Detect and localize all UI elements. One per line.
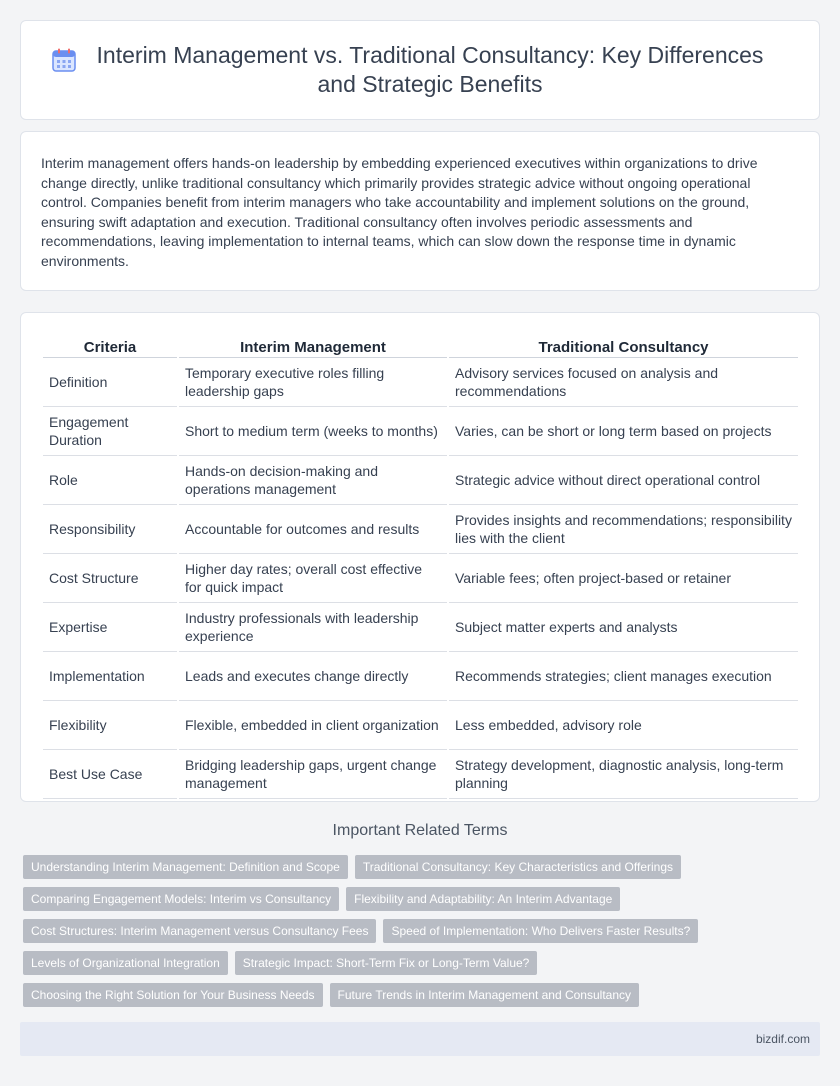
- table-header-row: [43, 333, 798, 358]
- header-traditional-consultancy: Traditional Consultancy: [449, 333, 798, 358]
- consultancy-cell: Varies, can be short or long term based on projects: [449, 407, 798, 456]
- criteria-cell: Expertise: [43, 603, 177, 652]
- criteria-cell: Implementation: [43, 652, 177, 701]
- table-row: [43, 750, 798, 799]
- interim-cell: Higher day rates; overall cost effective for quick impact: [179, 554, 447, 603]
- consultancy-cell: Less embedded, advisory role: [449, 701, 798, 750]
- criteria-cell: Responsibility: [43, 505, 177, 554]
- table-row: [43, 505, 798, 554]
- table-row: [43, 554, 798, 603]
- related-term-tag[interactable]: Levels of Organizational Integration: [23, 951, 228, 975]
- related-terms-heading: Important Related Terms: [332, 822, 508, 839]
- table-row: [43, 652, 798, 701]
- consultancy-cell: Recommends strategies; client manages execution: [449, 652, 798, 701]
- criteria-cell: Best Use Case: [43, 750, 177, 799]
- related-terms-list: [23, 855, 803, 1007]
- table-row: [43, 407, 798, 456]
- consultancy-cell: Strategy development, diagnostic analysis, long-term planning: [449, 750, 798, 799]
- interim-cell: Short to medium term (weeks to months): [179, 407, 447, 456]
- related-term-tag[interactable]: Speed of Implementation: Who Delivers Faster Results?: [383, 919, 698, 943]
- site-brand-link[interactable]: bizdif.com: [755, 1032, 810, 1046]
- page-title: Interim Management vs. Traditional Consultancy: Key Differences and Strategic Benefits: [96, 42, 764, 97]
- table-row: [43, 603, 798, 652]
- header-card: [20, 20, 820, 120]
- interim-cell: Leads and executes change directly: [179, 652, 447, 701]
- table-row: [43, 701, 798, 750]
- interim-cell: Hands-on decision-making and operations management: [179, 456, 447, 505]
- related-term-tag[interactable]: Future Trends in Interim Management and Consultancy: [330, 983, 639, 1007]
- interim-cell: Bridging leadership gaps, urgent change management: [179, 750, 447, 799]
- related-term-tag[interactable]: Flexibility and Adaptability: An Interim Advantage: [346, 887, 620, 911]
- consultancy-cell: Strategic advice without direct operational control: [449, 456, 798, 505]
- intro-paragraph: Interim management offers hands-on leadership by embedding experienced executives within organizations to drive change directly, unlike traditional consultancy which primarily provides strategic advice without ongoing operational control. Companies benefit from interim managers who take accountability and implement solutions on the ground, ensuring swift adaptation and execution. Traditional consultancy often involves periodic assessments and recommendations, leaving implementation to internal teams, which can slow down the response time in dynamic environments.: [41, 155, 758, 269]
- criteria-cell: Engagement Duration: [43, 407, 177, 456]
- footer-bar: [20, 1022, 820, 1056]
- interim-cell: Flexible, embedded in client organization: [179, 701, 447, 750]
- comparison-table: [41, 333, 800, 799]
- interim-cell: Industry professionals with leadership experience: [179, 603, 447, 652]
- intro-card: [20, 131, 820, 291]
- consultancy-cell: Advisory services focused on analysis and recommendations: [449, 358, 798, 407]
- interim-cell: Temporary executive roles filling leadership gaps: [179, 358, 447, 407]
- comparison-table-card: [20, 312, 820, 802]
- consultancy-cell: Variable fees; often project-based or retainer: [449, 554, 798, 603]
- related-term-tag[interactable]: Traditional Consultancy: Key Characteristics and Offerings: [355, 855, 681, 879]
- header-interim-management: Interim Management: [179, 333, 447, 358]
- related-term-tag[interactable]: Cost Structures: Interim Management versus Consultancy Fees: [23, 919, 376, 943]
- consultancy-cell: Provides insights and recommendations; responsibility lies with the client: [449, 505, 798, 554]
- criteria-cell: Flexibility: [43, 701, 177, 750]
- criteria-cell: Cost Structure: [43, 554, 177, 603]
- related-term-tag[interactable]: Comparing Engagement Models: Interim vs Consultancy: [23, 887, 339, 911]
- interim-cell: Accountable for outcomes and results: [179, 505, 447, 554]
- header-criteria: Criteria: [43, 333, 177, 358]
- consultancy-cell: Subject matter experts and analysts: [449, 603, 798, 652]
- criteria-cell: Definition: [43, 358, 177, 407]
- table-row: [43, 456, 798, 505]
- related-term-tag[interactable]: Strategic Impact: Short-Term Fix or Long-Term Value?: [235, 951, 538, 975]
- table-row: [43, 358, 798, 407]
- related-term-tag[interactable]: Understanding Interim Management: Definition and Scope: [23, 855, 348, 879]
- criteria-cell: Role: [43, 456, 177, 505]
- related-term-tag[interactable]: Choosing the Right Solution for Your Business Needs: [23, 983, 323, 1007]
